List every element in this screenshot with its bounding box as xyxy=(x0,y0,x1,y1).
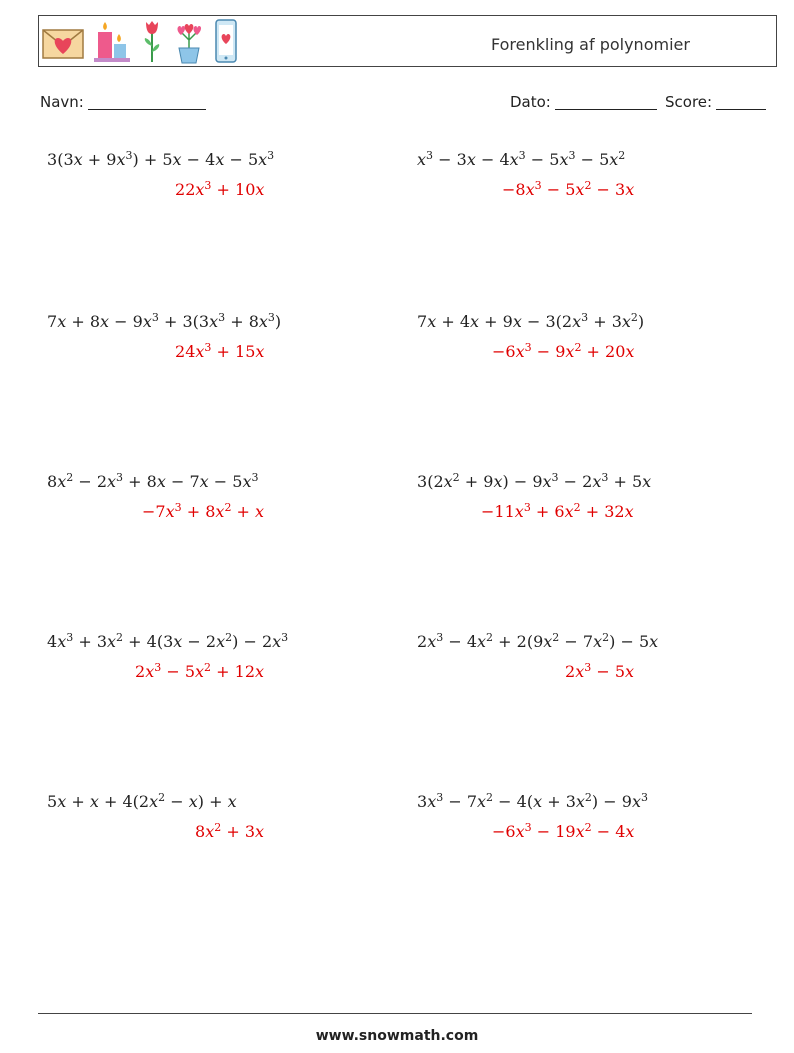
problem-expression: $2x^3 - 4x^2 + 2(9x^2 - 7x^2) - 5x$ xyxy=(417,631,659,651)
problem-answer: $-6x^3 - 9x^2 + 20x$ xyxy=(492,341,635,361)
score-label: Score: xyxy=(665,93,713,111)
rose-icon xyxy=(139,18,165,64)
header-icons xyxy=(41,18,246,64)
score-blank[interactable] xyxy=(716,93,766,110)
problem-answer: $-11x^3 + 6x^2 + 32x$ xyxy=(481,501,634,521)
problem-answer: $8x^2 + 3x$ xyxy=(195,821,265,841)
problem-expression: $7x + 4x + 9x - 3(2x^3 + 3x^2)$ xyxy=(417,311,645,331)
problem-answer: $2x^3 - 5x$ xyxy=(565,661,635,681)
problem-expression: $4x^3 + 3x^2 + 4(3x - 2x^2) - 2x^3$ xyxy=(47,631,289,651)
name-field xyxy=(40,93,206,111)
worksheet-header xyxy=(38,15,777,67)
problem-expression: $3(3x + 9x^3) + 5x - 4x - 5x^3$ xyxy=(47,149,275,169)
problem-expression: $3x^3 - 7x^2 - 4(x + 3x^2) - 9x^3$ xyxy=(417,791,648,811)
problem-expression: $3(2x^2 + 9x) - 9x^3 - 2x^3 + 5x$ xyxy=(417,471,652,491)
name-label: Navn: xyxy=(40,93,84,111)
heart-plant-icon xyxy=(172,18,206,64)
problem-expression: $8x^2 - 2x^3 + 8x - 7x - 5x^3$ xyxy=(47,471,259,491)
problem-expression: $7x + 8x - 9x^3 + 3(3x^3 + 8x^3)$ xyxy=(47,311,282,331)
problem-answer: $24x^3 + 15x$ xyxy=(175,341,265,361)
problem-answer: $-7x^3 + 8x^2 + x$ xyxy=(142,501,265,521)
date-label: Dato: xyxy=(510,93,551,111)
candles-icon xyxy=(92,18,132,64)
date-blank[interactable] xyxy=(555,93,657,110)
envelope-heart-icon xyxy=(41,24,85,64)
problem-answer: $2x^3 - 5x^2 + 12x$ xyxy=(135,661,265,681)
problem-expression: $x^3 - 3x - 4x^3 - 5x^3 - 5x^2$ xyxy=(417,149,626,169)
problem-answer: $-6x^3 - 19x^2 - 4x$ xyxy=(492,821,635,841)
footer-divider xyxy=(38,1013,752,1014)
score-field xyxy=(665,93,766,111)
footer-url: www.snowmath.com xyxy=(315,1028,479,1044)
phone-heart-icon xyxy=(213,18,239,64)
problem-answer: $-8x^3 - 5x^2 - 3x$ xyxy=(502,179,635,199)
worksheet-title: Forenkling af polynomier xyxy=(491,35,690,54)
name-blank[interactable] xyxy=(88,93,206,110)
problem-expression: $5x + x + 4(2x^2 - x) + x$ xyxy=(47,791,237,811)
date-field xyxy=(510,93,657,111)
problem-answer: $22x^3 + 10x$ xyxy=(175,179,265,199)
